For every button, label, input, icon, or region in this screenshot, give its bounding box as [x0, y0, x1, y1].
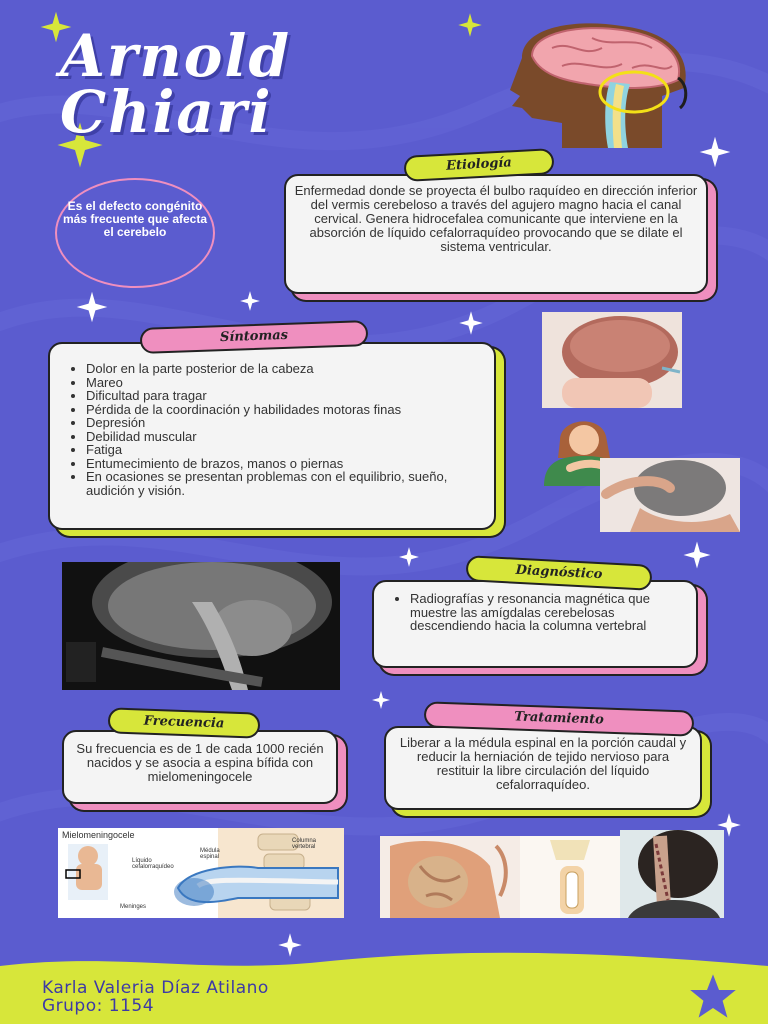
list-item: • Debilidad muscular	[86, 430, 484, 444]
decompression-illustration	[520, 836, 620, 918]
diagnostico-label: Diagnóstico	[465, 555, 652, 591]
frecuencia-card	[62, 730, 338, 804]
diagram-title: Mielomeningocele	[62, 830, 135, 840]
sintomas-label: Síntomas	[140, 320, 369, 354]
etiologia-text: Enfermedad donde se proyecta él bulbo raquídeo en dirección inferior del vermis cerebeloso a través del agujero magno hacia el canal cervical. Genera hidrocefalea comunicante que interviene en la absorción de líquido cefalorraquídeo provocando que se dilate el sistema ventricular.	[294, 183, 698, 254]
list-item: • Entumecimiento de brazos, manos o piernas	[86, 457, 484, 471]
sintomas-card	[48, 342, 496, 530]
etiologia-label: Etiología	[403, 148, 554, 182]
sparkle-star-icon	[62, 290, 122, 324]
intro-bubble: Es el defecto congénito más frecuente que afecta el cerebelo	[55, 178, 215, 288]
list-item: • En ocasiones se presentan problemas con el equilibrio, sueño, audición y visión.	[86, 470, 484, 497]
sparkle-star-icon	[392, 546, 426, 568]
brain-head-illustration	[492, 18, 702, 148]
sparkle-star-icon	[366, 690, 396, 710]
diagram-label-medula: Médula espinal	[200, 848, 220, 860]
tratamiento-label: Tratamiento	[424, 701, 695, 736]
diagram-label-liquido: Líquido cefalorraquídeo	[132, 858, 174, 870]
head-pain-photo	[600, 458, 740, 532]
author-name: Karla Valeria Díaz Atilano	[42, 978, 269, 998]
surgery-illustration	[380, 836, 520, 918]
list-item: • Dolor en la parte posterior de la cabeza	[86, 362, 484, 376]
page-title	[60, 22, 440, 146]
mielomeningocele-diagram	[58, 828, 344, 918]
sintomas-list	[64, 362, 484, 497]
scar-photo	[620, 830, 724, 918]
sparkle-star-icon	[452, 12, 488, 38]
list-item: • Fatiga	[86, 443, 484, 457]
sparkle-star-icon	[452, 310, 490, 336]
title-line-2: Chiari	[60, 78, 273, 146]
sparkle-star-icon	[672, 540, 722, 570]
list-item: • Mareo	[86, 376, 484, 390]
list-item: • Dificultad para tragar	[86, 389, 484, 403]
diagram-label-columna: Columna vertebral	[292, 838, 317, 850]
etiologia-card	[284, 174, 708, 294]
tratamiento-card	[384, 726, 702, 810]
star-icon	[678, 972, 748, 1020]
tratamiento-text: Liberar a la médula espinal en la porción caudal y reducir la herniación de tejido nervioso para restituir la libre circulación del líquido cefalorraquídeo.	[399, 735, 687, 792]
diagnostico-card	[372, 580, 698, 668]
group-label: Grupo: 1154	[42, 996, 155, 1016]
list-item: • Radiografías y resonancia magnética que muestre las amígdalas cerebelosas descendiendo hacia la columna vertebral	[410, 592, 686, 633]
infant-hydrocephalus-photo	[542, 312, 682, 408]
list-item: • Pérdida de la coordinación y habilidades motoras finas	[86, 403, 484, 417]
diagnostico-list	[388, 592, 686, 633]
frecuencia-text: Su frecuencia es de 1 de cada 1000 recién nacidos y se asocia a espina bífida con mielomeningocele	[76, 741, 324, 784]
frecuencia-label: Frecuencia	[108, 707, 261, 738]
title-line-1: Arnold	[60, 22, 292, 90]
list-item: • Depresión	[86, 416, 484, 430]
diagram-label-meninges: Meninges	[120, 904, 147, 910]
mri-scan-image	[62, 562, 340, 690]
sparkle-star-icon	[232, 290, 268, 312]
